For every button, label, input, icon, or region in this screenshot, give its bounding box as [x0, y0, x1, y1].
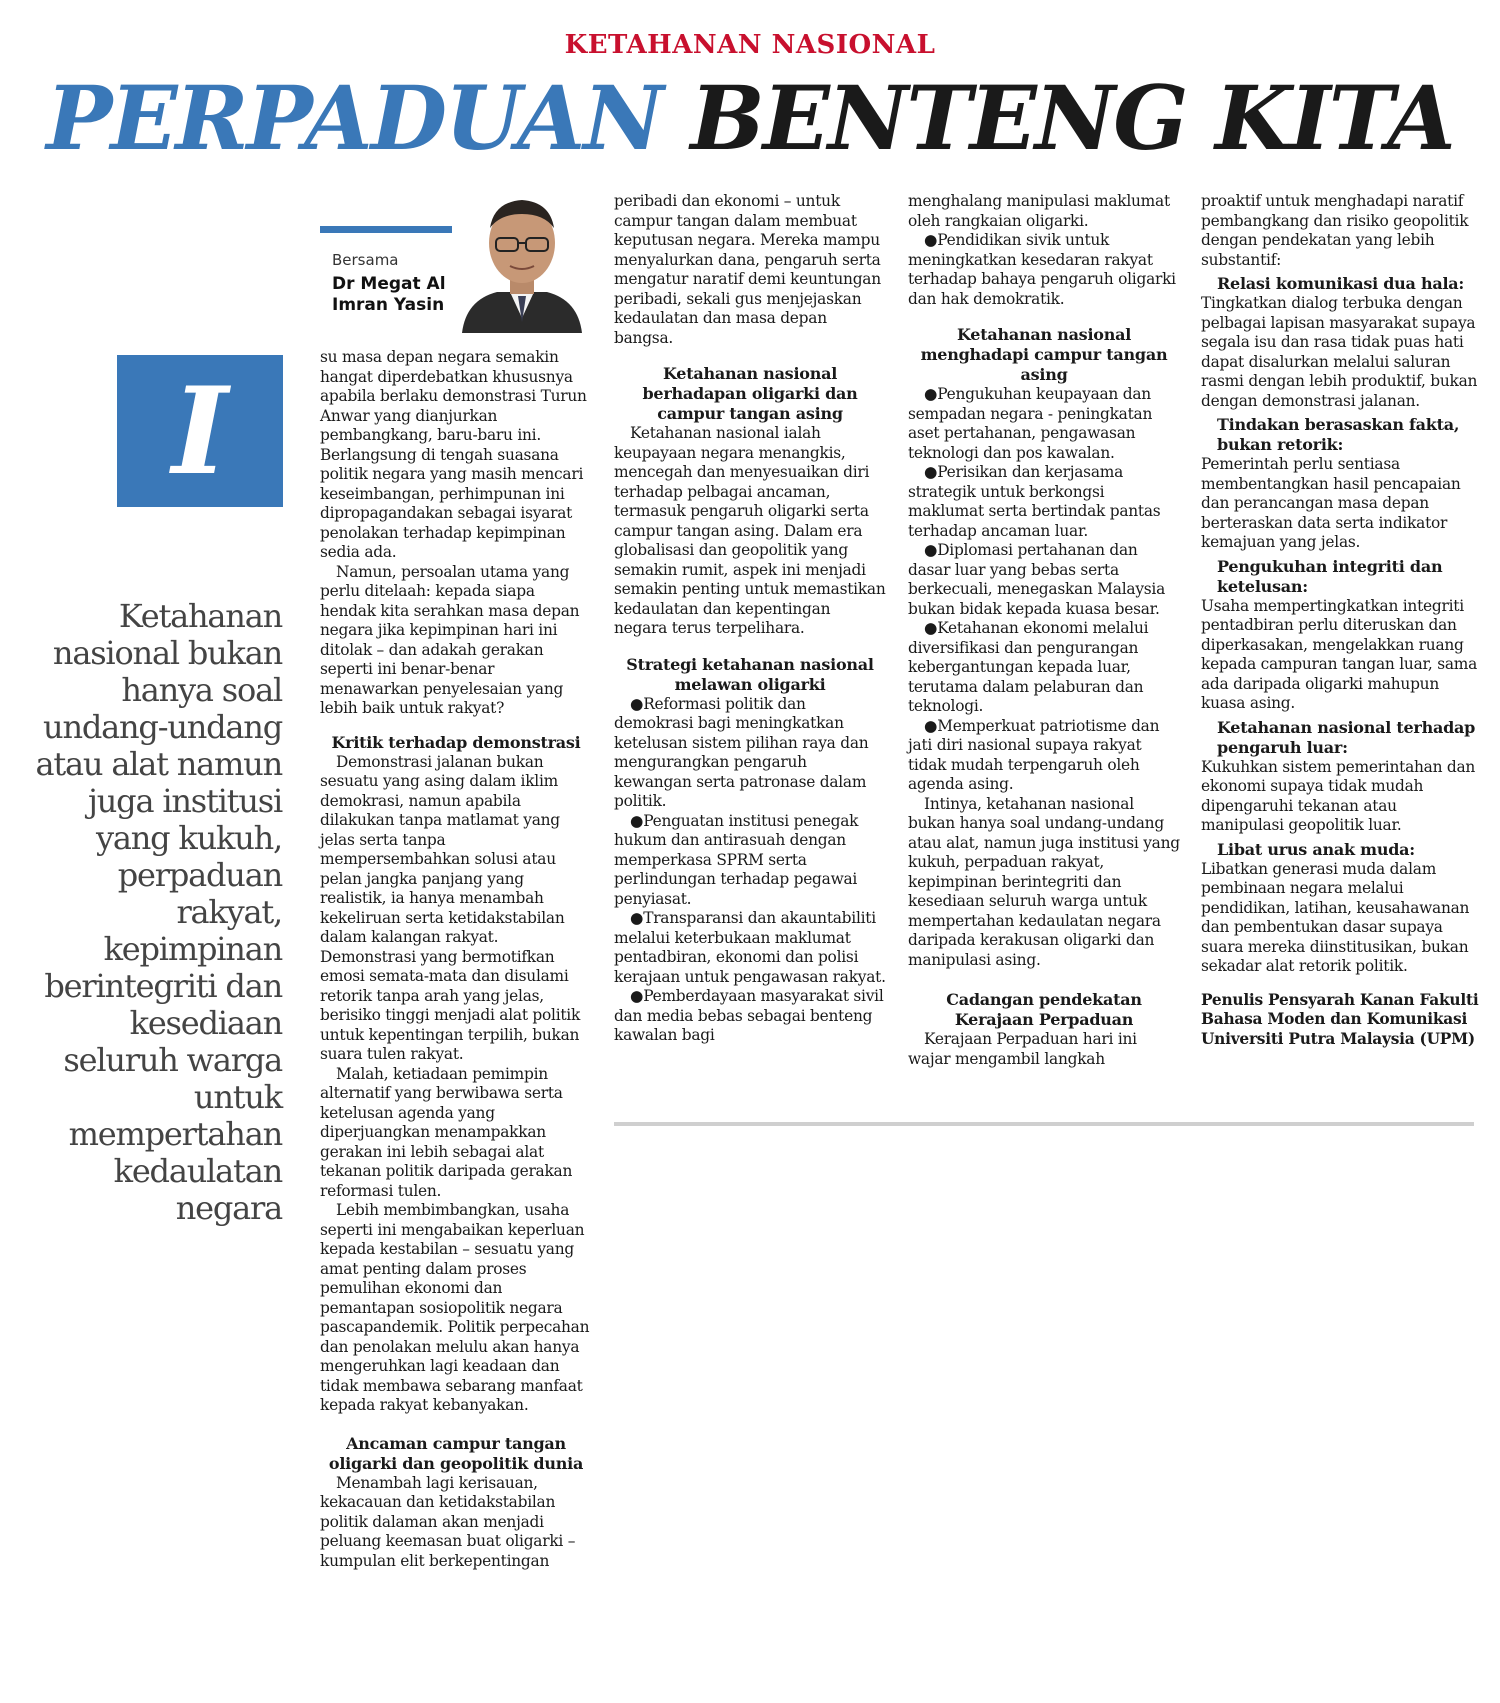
bullet-item: ● Perisikan dan kerjasama strategik untuk berkongsi maklumat serta bertindak pantas terhadap ancaman luar.: [908, 463, 1180, 541]
paragraph: Libatkan generasi muda dalam pembinaan negara melalui pendidikan, latihan, keusahawanan dan pembentukan dasar supaya suara mereka diinstitusikan, bukan sekadar alat retorik politik.: [1201, 859, 1470, 975]
bullet-item: ● Reformasi politik dan demokrasi bagi meningkatkan ketelusan sistem pilihan raya dan mengurangkan pengaruh kewangan serta patronase dalam politik.: [614, 695, 886, 812]
subheading: Ketahanan nasional berhadapan oligarki dan campur tangan asing: [642, 364, 858, 423]
drop-cap: I: [117, 355, 283, 507]
subheading: Strategi ketahanan nasional melawan oligarki: [626, 654, 874, 694]
article-column-4: [1201, 192, 1483, 1049]
bullet-item: ● Pemberdayaan masyarakat sivil dan media bebas sebagai benteng kawalan bagi: [614, 987, 886, 1046]
headline-part-2: BENTENG KITA: [690, 66, 1454, 170]
bullet-item: ● Ketahanan ekonomi melalui diversifikasi dan pengurangan kebergantungan kepada luar, terutama dalam pelaburan dan teknologi.: [908, 619, 1180, 717]
subheading: Pengukuhan integriti dan ketelusan:: [1217, 556, 1443, 596]
bullet-item: ● Pengukuhan keupayaan dan sempadan negara - peningkatan aset pertahanan, pengawasan teknologi dan pos kawalan.: [908, 385, 1180, 463]
subheading: Relasi komunikasi dua hala:: [1217, 274, 1465, 293]
author-photo: [452, 188, 592, 333]
paragraph: Pemerintah perlu sentiasa membentangkan hasil pencapaian dan perancangan masa depan berteraskan data serta indikator kemajuan yang jelas.: [1201, 455, 1461, 551]
paragraph: Kerajaan Perpaduan hari ini wajar mengambil langkah: [908, 1030, 1137, 1068]
paragraph: Kukuhkan sistem pemerintahan dan ekonomi supaya tidak mudah dipengaruhi tekanan atau manipulasi geopolitik luar.: [1201, 757, 1476, 834]
subheading: Ketahanan nasional menghadapi campur tangan asing: [920, 325, 1168, 384]
paragraph: menghalang manipulasi maklumat oleh rangkaian oligarki.: [908, 192, 1170, 230]
subheading: Tindakan berasaskan fakta, bukan retorik:: [1217, 415, 1460, 454]
paragraph: Malah, ketiadaan pemimpin alternatif yang berwibawa serta ketelusan agenda yang diperjuangkan menampakkan gerakan ini lebih sebagai alat tekanan politik daripada gerakan reformasi tulen.: [320, 1064, 573, 1200]
paragraph: Namun, persoalan utama yang perlu ditelaah: kepada siapa hendak kita serahkan masa depan negara jika kepimpinan hari ini ditolak – dan adakah gerakan seperti ini benar-benar menawarkan penyelesaian yang lebih baik untuk rakyat?: [320, 562, 580, 717]
paragraph: Intinya, ketahanan nasional bukan hanya soal undang-undang atau alat, namun juga institusi yang kukuh, perpaduan rakyat, kepimpinan berintegriti dan kesediaan seluruh warga untuk mempertahan kedaulatan negara daripada kerakusan oligarki dan manipulasi asing.: [908, 794, 1180, 969]
subheading: Ketahanan nasional terhadap pengaruh luar:: [1217, 717, 1476, 757]
subheading: Ancaman campur tangan oligarki dan geopolitik dunia: [328, 1433, 584, 1473]
subheading: Cadangan pendekatan Kerajaan Perpaduan: [946, 990, 1142, 1029]
author-name: Dr Megat Al Imran Yasin: [332, 274, 446, 315]
paragraph: Ketahanan nasional ialah keupayaan negara menangkis, mencegah dan menyesuaikan diri terhadap pelbagai ancaman, termasuk pengaruh oligarki serta campur tangan asing. Dalam era globalisasi dan geopolitik yang semakin rumit, aspek ini menjadi semakin penting untuk memastikan kedaulatan dan kepentingan negara terus terpelihara.: [614, 424, 886, 637]
subheading: Libat urus anak muda:: [1217, 839, 1415, 859]
pull-quote: Ketahanan nasional bukan hanya soal undang-undang atau alat namun juga institusi yang kukuh, perpaduan rakyat, kepimpinan berintegriti dan kesediaan seluruh warga untuk mempertahan kedaulatan negara: [35, 597, 282, 1227]
subheading: Kritik terhadap demonstrasi: [331, 732, 581, 752]
article-column-3: [908, 192, 1180, 1069]
bullet-item: ● Memperkuat patriotisme dan jati diri nasional supaya rakyat tidak mudah terpengaruh oleh agenda asing.: [908, 717, 1180, 795]
paragraph: Tingkatkan dialog terbuka dengan pelbagai lapisan masyarakat supaya segala isu dan rasa tidak puas hati dapat disalurkan melalui saluran rasmi dengan lebih produktif, bukan dengan demonstrasi jalanan.: [1201, 294, 1478, 410]
author-note: Penulis Pensyarah Kanan Fakulti Bahasa Moden dan Komunikasi Universiti Putra Malaysia (UPM): [1201, 990, 1479, 1048]
bullet-item: ● Diplomasi pertahanan dan dasar luar yang bebas serta berkecuali, menegaskan Malaysia bukan bidak kepada kuasa besar.: [908, 541, 1180, 619]
byline-box: [320, 188, 592, 333]
headline-part-1: PERPADUAN: [46, 66, 662, 170]
bullet-item: ● Pendidikan sivik untuk meningkatkan kesedaran rakyat terhadap bahaya pengaruh oligarki dan hak demokratik.: [908, 231, 1180, 309]
section-kicker: KETAHANAN NASIONAL: [564, 30, 936, 60]
article-column-2: [614, 192, 886, 1046]
bullet-item: ● Penguatan institusi penegak hukum dan antirasuah dengan memperkasa SPRM serta perlindungan terhadap pegawai penyiasat.: [614, 812, 886, 910]
paragraph: Lebih membimbangkan, usaha seperti ini mengabaikan keperluan kepada kestabilan – sesuatu yang amat penting dalam proses pemulihan ekonomi dan pemantapan sosiopolitik negara pascapandemik. Politik perpecahan dan penolakan melulu akan hanya mengeruhkan lagi keadaan dan tidak membawa sebarang manfaat kepada rakyat kebanyakan.: [320, 1201, 590, 1414]
paragraph: peribadi dan ekonomi – untuk campur tangan dalam membuat keputusan negara. Mereka mampu menyalurkan dana, pengaruh serta mengatur naratif demi keuntungan peribadi, sekali gus menjejaskan kedaulatan dan masa depan bangsa.: [614, 192, 881, 347]
paragraph: Usaha mempertingkatkan integriti pentadbiran perlu diteruskan dan diperkasakan, mengelakkan ruang kepada campuran tangan luar, sama ada daripada oligarki mahupun kuasa asing.: [1201, 596, 1478, 712]
column-divider-rule: [614, 1122, 1474, 1126]
paragraph: proaktif untuk menghadapi naratif pembangkang dan risiko geopolitik dengan pendekatan yang lebih substantif:: [1201, 192, 1469, 269]
byline-label: Bersama: [332, 251, 399, 269]
paragraph: Menambah lagi kerisauan, kekacauan dan ketidakstabilan politik dalaman akan menjadi peluang keemasan buat oligarki – kumpulan elit berkepentingan: [320, 1473, 576, 1570]
headline: [0, 66, 1500, 170]
article-column-1: [320, 348, 592, 1571]
paragraph: Demonstrasi jalanan bukan sesuatu yang asing dalam iklim demokrasi, namun apabila dilakukan tanpa matlamat yang jelas serta tanpa mempersembahkan solusi atau pelan jangka panjang yang realistik, ia hanya menambah kekeliruan serta ketidakstabilan dalam kalangan rakyat. Demonstrasi yang bermotifkan emosi semata-mata dan disulami retorik tanpa arah yang jelas, berisiko tinggi menjadi alat politik untuk kepentingan terpilih, bukan suara tulen rakyat.: [320, 752, 581, 1063]
bullet-item: ● Transparansi dan akauntabiliti melalui keterbukaan maklumat pentadbiran, ekonomi dan polisi kerajaan untuk pengawasan rakyat.: [614, 909, 886, 987]
paragraph: su masa depan negara semakin hangat diperdebatkan khususnya apabila berlaku demonstrasi Turun Anwar yang dianjurkan pembangkang, baru-baru ini. Berlangsung di tengah suasana politik negara yang masih mencari keseimbangan, perhimpunan ini dipropagandakan sebagai isyarat penolakan terhadap kepimpinan sedia ada.: [320, 348, 587, 561]
